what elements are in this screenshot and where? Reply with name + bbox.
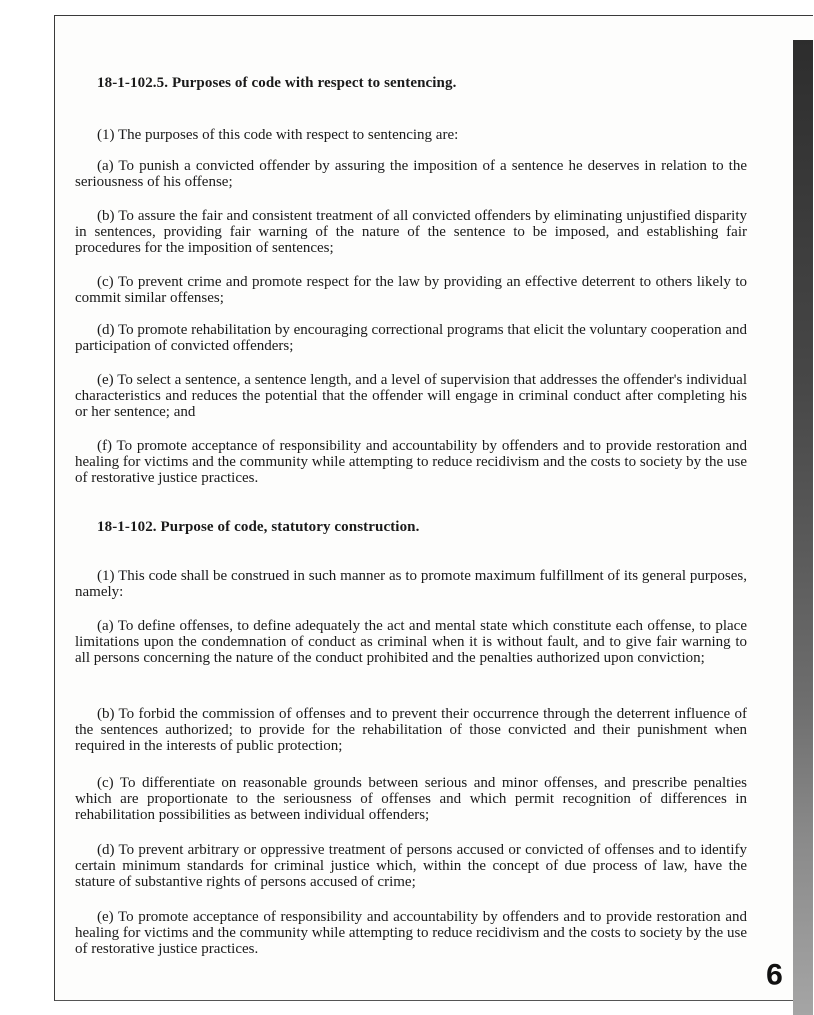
paragraph-2-c: (c) To differentiate on reasonable grounds between serious and minor offenses, and prescribe penalties which are proportionate to the seriousness of offenses and which permit recognition of differences in rehabilitation possibilities as between individual offenders; xyxy=(75,775,747,823)
section-heading-18-1-102: 18-1-102. Purpose of code, statutory construction. xyxy=(97,519,420,535)
section-heading-18-1-102-5: 18-1-102.5. Purposes of code with respect to sentencing. xyxy=(97,75,457,91)
page-number: 9 xyxy=(766,957,783,990)
paragraph-1-e: (e) To select a sentence, a sentence length, and a level of supervision that addresses the offender's individual characteristics and reduces the potential that the offender will engage in criminal conduct after completing his or her sentence; and xyxy=(75,372,747,420)
paragraph-2-d: (d) To prevent arbitrary or oppressive treatment of persons accused or convicted of offenses and to identify certain minimum standards for criminal justice which, within the concept of due process of law, have the stature of substantive rights of persons accused of crime; xyxy=(75,842,747,890)
paragraph-2-a: (a) To define offenses, to define adequately the act and mental state which constitute each offense, to place limitations upon the condemnation of conduct as criminal when it is without fault, and to give fair warning to all persons concerning the nature of the conduct prohibited and the penalties authorized upon conviction; xyxy=(75,618,747,666)
paragraph-2-b: (b) To forbid the commission of offenses and to prevent their occurrence through the deterrent influence of the sentences authorized; to provide for the rehabilitation of those convicted and their punishment when required in the interests of public protection; xyxy=(75,706,747,754)
paragraph-1: (1) The purposes of this code with respect to sentencing are: xyxy=(97,127,459,143)
paragraph-1-f: (f) To promote acceptance of responsibility and accountability by offenders and to provide restoration and healing for victims and the community while attempting to reduce recidivism and the costs to society by the use of restorative justice practices. xyxy=(75,438,747,486)
paragraph-1-d: (d) To promote rehabilitation by encouraging correctional programs that elicit the voluntary cooperation and participation of convicted offenders; xyxy=(75,322,747,354)
paragraph-1-b: (b) To assure the fair and consistent treatment of all convicted offenders by eliminating unjustified disparity in sentences, providing fair warning of the nature of the sentence to be imposed, and establishing fair procedures for the imposition of sentences; xyxy=(75,208,747,256)
paragraph-1-a: (a) To punish a convicted offender by assuring the imposition of a sentence he deserves in relation to the seriousness of his offense; xyxy=(75,158,747,190)
scanned-page xyxy=(54,15,813,1001)
scan-edge-strip xyxy=(793,40,813,1015)
paragraph-2-e: (e) To promote acceptance of responsibility and accountability by offenders and to provide restoration and healing for victims and the community while attempting to reduce recidivism and the costs to society by the use of restorative justice practices. xyxy=(75,909,747,957)
paragraph-2-1: (1) This code shall be construed in such manner as to promote maximum fulfillment of its general purposes, namely: xyxy=(75,568,747,600)
paragraph-1-c: (c) To prevent crime and promote respect for the law by providing an effective deterrent to others likely to commit similar offenses; xyxy=(75,274,747,306)
